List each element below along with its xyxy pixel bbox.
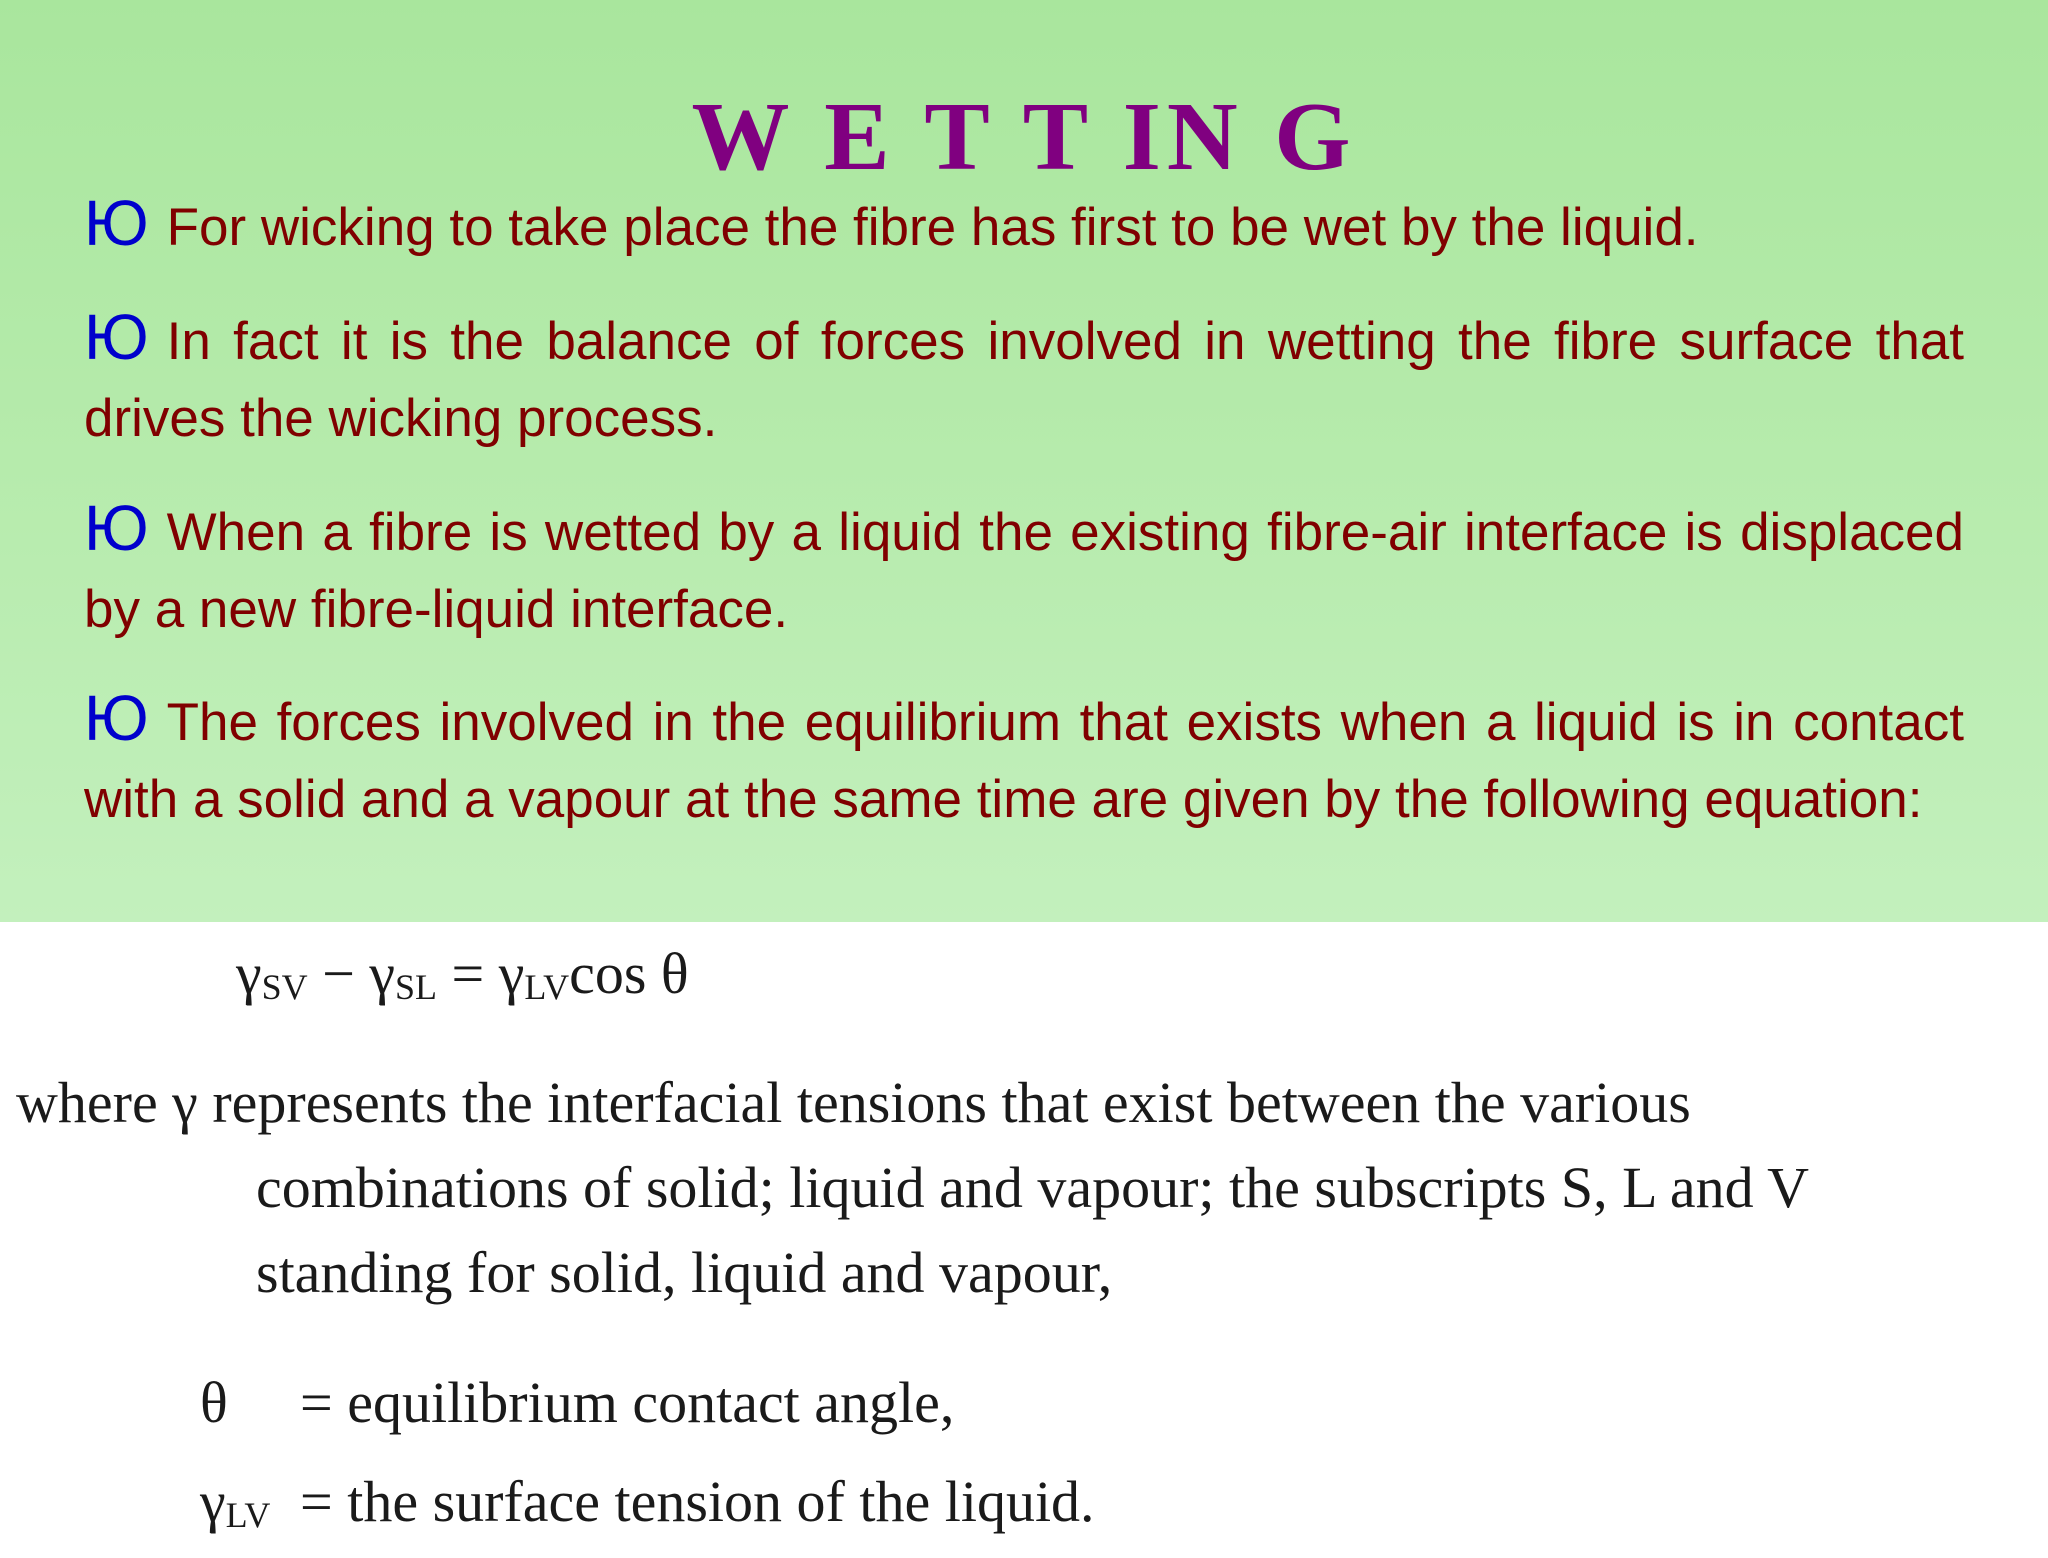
cos-theta: cos θ	[569, 941, 689, 1006]
definition-symbol	[200, 1360, 300, 1459]
gamma-symbol: γ	[369, 941, 396, 1006]
gamma-symbol: γ	[498, 941, 525, 1006]
bullet-item	[84, 299, 1964, 457]
bullet-item	[84, 490, 1964, 648]
bullet-text: When a fibre is wetted by a liquid the existing fibre-air interface is displaced by a new fibre-liquid interface.	[84, 503, 1964, 639]
gamma-symbol: γ	[236, 941, 262, 1006]
symbol-definitions	[200, 1360, 1095, 1558]
definition-subscript: LV	[225, 1495, 271, 1535]
explanation-line: standing for solid, liquid and vapour,	[256, 1240, 1113, 1305]
bullet-marker-icon: Ю	[84, 682, 149, 754]
bullet-item	[84, 185, 1964, 266]
bullet-text: For wicking to take place the fibre has first to be wet by the liquid.	[166, 198, 1699, 257]
definition-row	[200, 1360, 1095, 1459]
gamma-symbol: γ	[200, 1469, 226, 1534]
theta-symbol: θ	[200, 1370, 228, 1435]
bullet-item	[84, 680, 1964, 838]
definition-text: = the surface tension of the liquid.	[300, 1469, 1095, 1534]
bullet-text: In fact it is the balance of forces involved in wetting the fibre surface that drives the wicking process.	[84, 312, 1964, 448]
minus-sign: −	[307, 941, 370, 1006]
explanation-line: where γ represents the interfacial tensions that exist between the various	[16, 1070, 1691, 1135]
slide-title: W E T T IN G	[691, 83, 1357, 191]
bullet-marker-icon: Ю	[84, 301, 149, 373]
definition-row	[200, 1459, 1095, 1558]
subscript-sl: SL	[395, 967, 438, 1007]
subscript-lv: LV	[524, 967, 570, 1007]
bullet-marker-icon: Ю	[84, 187, 149, 259]
definition-symbol	[200, 1459, 300, 1558]
subscript-sv: SV	[261, 967, 308, 1007]
young-equation	[236, 938, 689, 1023]
bullet-text: The forces involved in the equilibrium that exists when a liquid is in contact with a solid and a vapour at the same time are given by the following equation:	[84, 693, 1964, 829]
equation-explanation	[16, 1060, 2036, 1315]
equals-sign: =	[437, 941, 499, 1006]
definition-text: = equilibrium contact angle,	[300, 1370, 955, 1435]
bullet-marker-icon: Ю	[84, 492, 149, 564]
explanation-line: combinations of solid; liquid and vapour; the subscripts S, L and V	[256, 1155, 1809, 1220]
